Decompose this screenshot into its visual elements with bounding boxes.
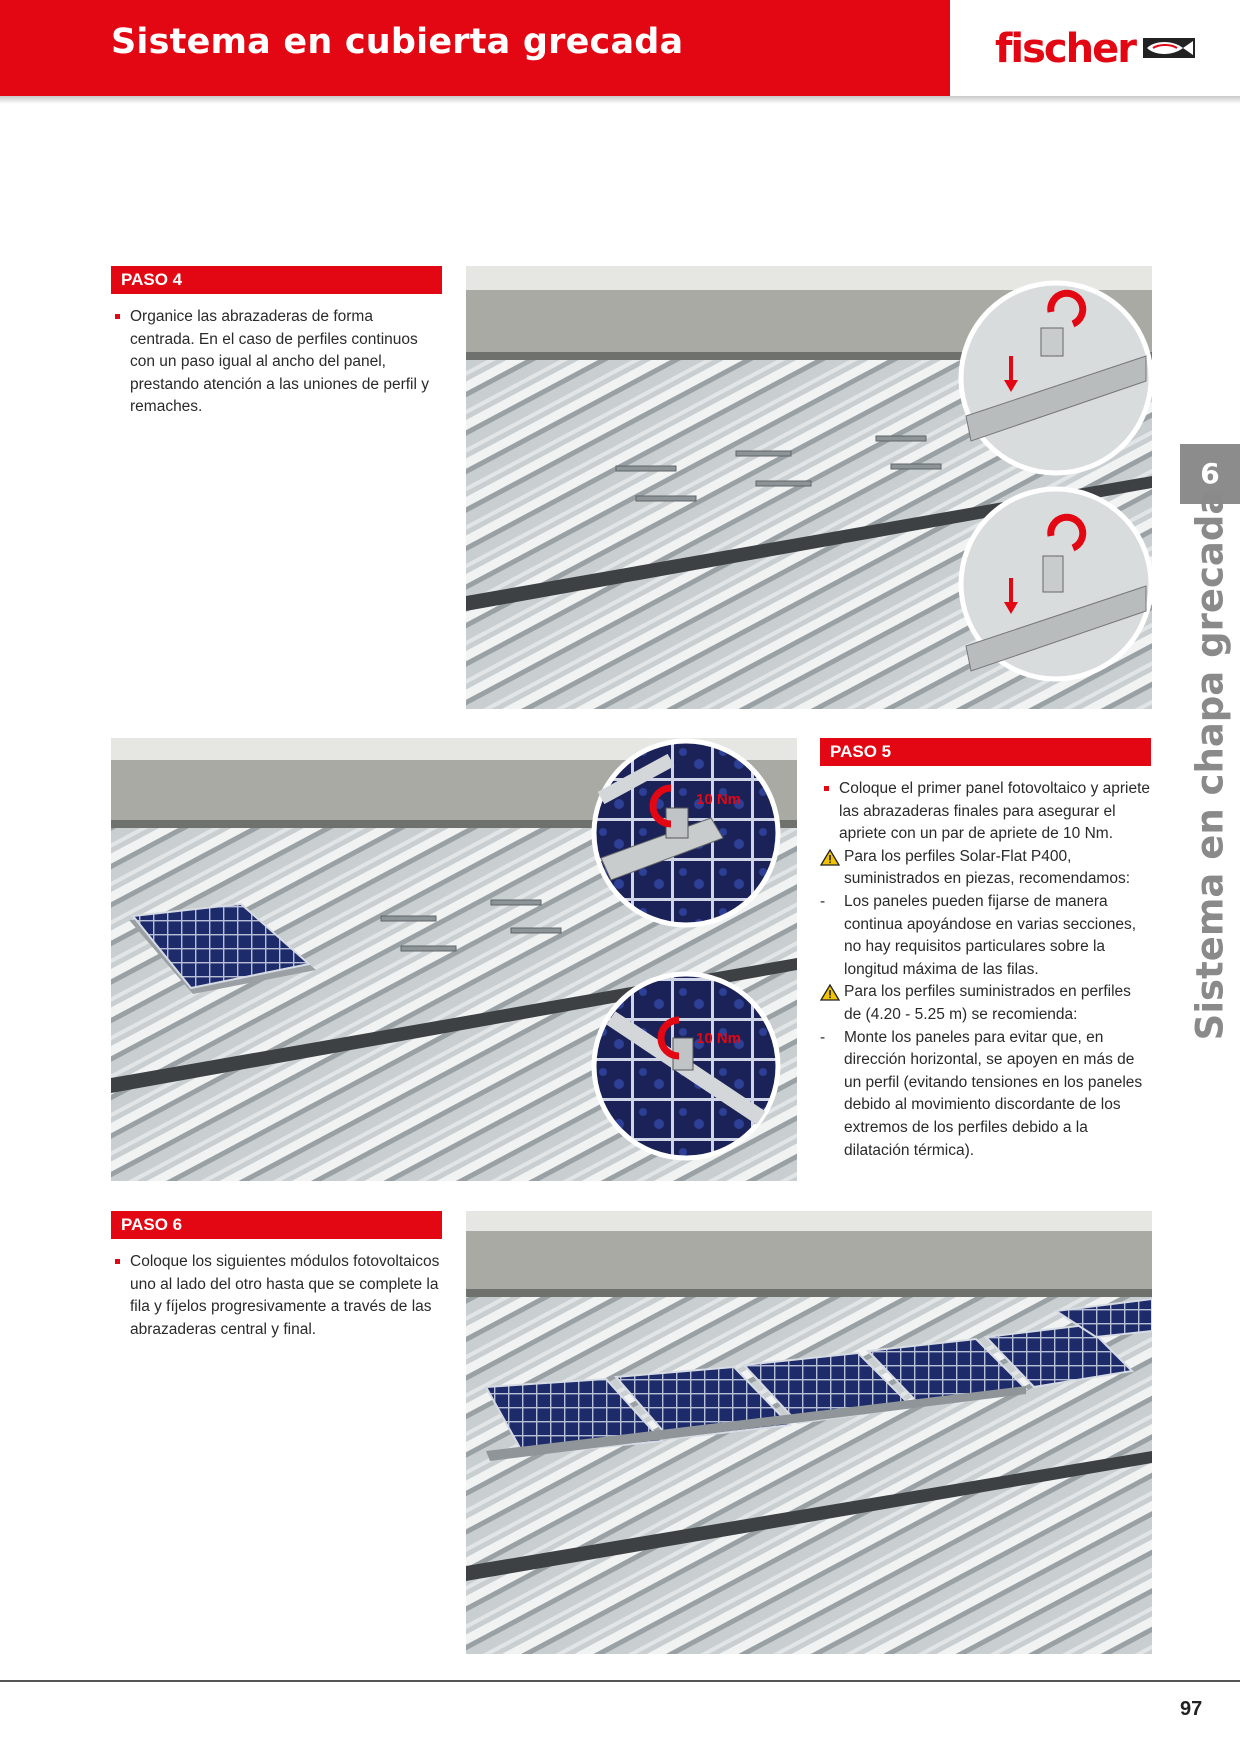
step-5-note-2-text: Para los perfiles suministrados en perfiles de (4.20 - 5.25 m) se recomienda: (844, 983, 1131, 1023)
warning-icon (820, 849, 840, 866)
step-6-bullet: Coloque los siguientes módulos fotovoltaicos uno al lado del otro hasta que se complete la fila y fíjelos progresivamente a través de las abrazaderas central y final. (111, 1251, 441, 1341)
footer-rule (0, 1680, 1240, 1682)
torque-label-1: 10 Nm (696, 791, 742, 808)
step-5-dash-2: - Monte los paneles para evitar que, en dirección horizontal, se apoyen en más de un perfil (evitando tensiones en los paneles debido al movimiento discordante de los extremos de los perfiles debido a la dilatación térmica). (820, 1028, 1143, 1159)
header-shadow (0, 96, 1240, 104)
step-6-text (111, 1251, 441, 1341)
step-5-dash-1-text: Los paneles pueden fijarse de manera continua apoyándose en varias secciones, no hay requisitos particulares sobre la longitud máxima de las filas. (844, 892, 1137, 978)
step-4-photo (466, 266, 1152, 709)
step-5-bullet: Coloque el primer panel fotovoltaico y apriete las abrazaderas finales para asegurar el apriete con un par de apriete de 10 Nm. (820, 778, 1152, 846)
step-5-note-1-text: Para los perfiles Solar-Flat P400, suministrados en piezas, recomendamos: (844, 847, 1131, 888)
page-number: 97 (1180, 1698, 1203, 1720)
step-5-dash-2-text: Monte los paneles para evitar que, en dirección horizontal, se apoyen en más de un perfil (evitando tensiones en los paneles debido al movimiento discordante de los extremos de los perfiles debido a la dilatación térmica). (844, 1028, 1143, 1159)
step-4-text (111, 306, 441, 419)
fischer-fish-icon (1143, 38, 1195, 58)
header-bar (0, 0, 950, 100)
chapter-label-text: Sistema en chapa grecada (1188, 489, 1232, 1041)
torque-label-2: 10 Nm (696, 1030, 742, 1047)
step-5-note-1 (820, 846, 1152, 891)
step-5-text (820, 778, 1152, 1162)
step-4-bullet: Organice las abrazaderas de forma centrada. En el caso de perfiles continuos con un paso igual al ancho del panel, prestando atención a las uniones de perfil y remaches. (111, 306, 441, 419)
step-5-note-2 (820, 981, 1152, 1026)
warning-icon (820, 984, 840, 1001)
page-title: Sistema en cubierta grecada (111, 22, 684, 62)
brand-wordmark: fischer (995, 26, 1135, 72)
brand-logo (995, 26, 1200, 70)
step-6-heading: PASO 6 (111, 1211, 442, 1239)
step-6-photo (466, 1211, 1152, 1654)
step-5-dash-1: - Los paneles pueden fijarse de manera continua apoyándose en varias secciones, no hay requisitos particulares sobre la longitud máxima de las filas. (820, 892, 1137, 978)
step-5-heading: PASO 5 (820, 738, 1151, 766)
chapter-number-tab: 6 (1180, 444, 1240, 504)
chapter-label (1179, 489, 1240, 1041)
step-4-heading: PASO 4 (111, 266, 442, 294)
step-5-photo (111, 738, 797, 1181)
